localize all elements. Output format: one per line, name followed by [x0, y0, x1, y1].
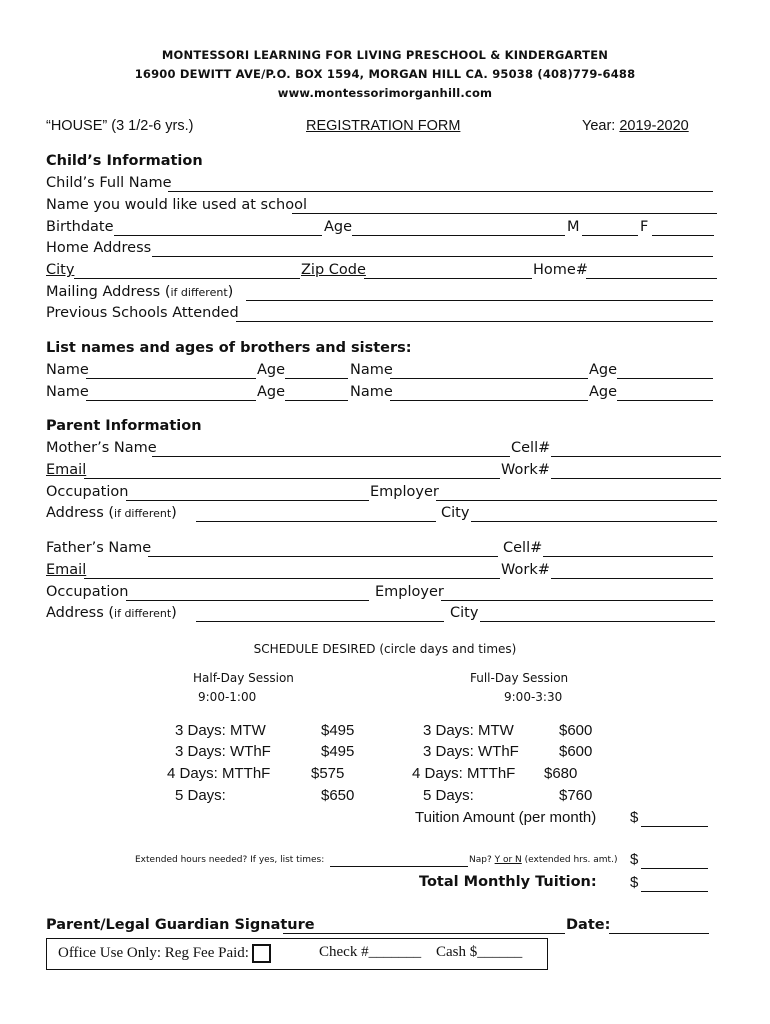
city-field[interactable]: [74, 278, 300, 279]
mother-occupation-label: Occupation: [46, 484, 129, 500]
fathers-name-field[interactable]: [148, 556, 498, 557]
cash-amount: Cash $______: [436, 944, 523, 960]
father-address-note: if different: [114, 607, 172, 620]
reg-fee-checkbox[interactable]: [252, 944, 271, 963]
total-tuition-label: Total Monthly Tuition:: [419, 874, 597, 890]
signature-label: Parent/Legal Guardian Signature: [46, 917, 315, 933]
half-day-option-days[interactable]: 3 Days: MTW: [175, 722, 266, 739]
age-field[interactable]: [352, 235, 565, 236]
nap-label: Nap?: [469, 855, 495, 865]
mother-work-label: Work#: [501, 462, 550, 478]
mother-city-field[interactable]: [471, 521, 717, 522]
child-full-name-label: Child’s Full Name: [46, 175, 172, 191]
father-city-label: City: [450, 605, 479, 621]
female-label: F: [640, 219, 649, 235]
father-employer-field[interactable]: [441, 600, 713, 601]
full-day-option-days[interactable]: 3 Days: MTW: [423, 722, 514, 739]
sibling4-name-field[interactable]: [390, 400, 588, 401]
sibling4-age-field[interactable]: [617, 400, 713, 401]
mother-address-suffix: ): [171, 505, 177, 521]
mother-cell-field[interactable]: [551, 456, 721, 457]
male-label: M: [567, 219, 580, 235]
full-day-option-days[interactable]: 5 Days:: [423, 787, 474, 804]
father-email-field[interactable]: [84, 578, 500, 579]
half-day-times: 9:00-1:00: [198, 690, 257, 704]
tuition-amount-field[interactable]: [641, 826, 708, 827]
school-website: www.montessorimorganhill.com: [277, 86, 493, 100]
father-cell-field[interactable]: [543, 556, 713, 557]
father-employer-label: Employer: [375, 584, 444, 600]
mother-employer-label: Employer: [370, 484, 439, 500]
half-day-option-days[interactable]: 4 Days: MTThF: [167, 765, 271, 782]
mother-occupation-field[interactable]: [126, 500, 369, 501]
signature-field[interactable]: [283, 933, 565, 934]
full-day-option-days[interactable]: 4 Days: MTThF: [412, 765, 516, 782]
sibling2-name-field[interactable]: [390, 378, 588, 379]
full-day-option-price: $680: [544, 765, 578, 782]
fathers-name-label: Father’s Name: [46, 540, 152, 556]
tuition-amount-label: Tuition Amount (per month): [415, 809, 597, 826]
sibling1-age-field[interactable]: [285, 378, 348, 379]
date-label: Date:: [566, 917, 611, 933]
check-number: Check #_______: [319, 944, 422, 960]
sibling3-age-label: Age: [257, 384, 286, 400]
home-address-field[interactable]: [152, 256, 713, 257]
reg-fee-text: Office Use Only: Reg Fee Paid:: [58, 944, 249, 961]
extended-dollar: $: [630, 851, 639, 868]
total-tuition-field[interactable]: [641, 891, 708, 892]
extended-hours-label: Extended hours needed? If yes, list times:: [135, 855, 325, 865]
male-field[interactable]: [582, 235, 638, 236]
previous-schools-label: Previous Schools Attended: [46, 305, 239, 321]
extended-amount-field[interactable]: [641, 868, 708, 869]
female-field[interactable]: [652, 235, 714, 236]
sibling3-name-field[interactable]: [86, 400, 256, 401]
sibling1-age-label: Age: [257, 362, 286, 378]
used-name-field[interactable]: [292, 213, 717, 214]
mother-city-label: City: [441, 505, 470, 521]
sibling4-age-label: Age: [589, 384, 618, 400]
father-work-label: Work#: [501, 562, 550, 578]
office-use-box: [46, 938, 548, 970]
full-day-times: 9:00-3:30: [504, 690, 563, 704]
full-day-option-price: $600: [559, 722, 593, 739]
home-phone-field[interactable]: [586, 278, 717, 279]
mothers-name-field[interactable]: [152, 456, 510, 457]
mother-email-label: Email: [46, 462, 87, 478]
father-cell-label: Cell#: [503, 540, 543, 556]
date-field[interactable]: [609, 933, 709, 934]
father-work-field[interactable]: [551, 578, 713, 579]
mother-address-label: [46, 505, 177, 521]
sibling2-name-label: Name: [350, 362, 393, 378]
extended-hours-field[interactable]: [330, 866, 468, 867]
sibling2-age-label: Age: [589, 362, 618, 378]
sibling1-name-label: Name: [46, 362, 89, 378]
full-day-option-days[interactable]: 3 Days: WThF: [423, 743, 519, 760]
birthdate-label: Birthdate: [46, 219, 114, 235]
house-label: “HOUSE” (3 1/2-6 yrs.): [46, 118, 194, 134]
mailing-note: if different: [170, 286, 228, 299]
sibling1-name-field[interactable]: [86, 378, 256, 379]
home-phone-label: Home#: [533, 262, 588, 278]
mothers-name-label: Mother’s Name: [46, 440, 157, 456]
father-occupation-label: Occupation: [46, 584, 129, 600]
sibling3-age-field[interactable]: [285, 400, 348, 401]
half-day-option-price: $575: [311, 765, 345, 782]
reg-fee-label: [58, 944, 271, 963]
father-address-suffix: ): [171, 605, 177, 621]
tuition-dollar: $: [630, 809, 639, 826]
sibling3-name-label: Name: [46, 384, 89, 400]
half-day-title: Half-Day Session: [193, 671, 294, 685]
mother-cell-label: Cell#: [511, 440, 551, 456]
year-value: 2019-2020: [619, 118, 689, 134]
home-address-label: Home Address: [46, 240, 152, 256]
half-day-option-days[interactable]: 3 Days: WThF: [175, 743, 271, 760]
parent-info-heading: Parent Information: [46, 418, 202, 434]
mailing-address-field[interactable]: [246, 300, 713, 301]
half-day-option-price: $495: [321, 743, 355, 760]
father-email-label: Email: [46, 562, 87, 578]
school-address: 16900 DEWITT AVE/P.O. BOX 1594, MORGAN HILL CA. 95038 (408)779-6488: [134, 67, 636, 81]
form-title: REGISTRATION FORM: [306, 118, 461, 134]
half-day-option-price: $495: [321, 722, 355, 739]
father-address-field[interactable]: [196, 621, 444, 622]
full-day-title: Full-Day Session: [470, 671, 569, 685]
siblings-heading: List names and ages of brothers and sisters:: [46, 340, 412, 356]
mother-email-field[interactable]: [84, 478, 500, 479]
father-city-field[interactable]: [480, 621, 715, 622]
nap-question: [469, 855, 617, 865]
used-name-label: Name you would like used at school: [46, 197, 308, 213]
sibling2-age-field[interactable]: [617, 378, 713, 379]
sibling4-name-label: Name: [350, 384, 393, 400]
extended-amount-label: (extended hrs. amt.): [521, 855, 618, 865]
age-label: Age: [324, 219, 353, 235]
schedule-heading: SCHEDULE DESIRED (circle days and times): [253, 642, 517, 656]
nap-options[interactable]: Y or N: [494, 855, 522, 865]
total-dollar: $: [630, 874, 639, 891]
year: [582, 118, 689, 134]
mother-work-field[interactable]: [551, 478, 721, 479]
zip-field[interactable]: [364, 278, 532, 279]
year-label: Year:: [582, 118, 620, 134]
city-label: City: [46, 262, 75, 278]
mother-employer-field[interactable]: [436, 500, 717, 501]
full-day-option-price: $760: [559, 787, 593, 804]
mother-address-note: if different: [114, 507, 172, 520]
school-name: MONTESSORI LEARNING FOR LIVING PRESCHOOL & KINDERGARTEN: [161, 48, 609, 62]
birthdate-field[interactable]: [114, 235, 322, 236]
child-info-heading: Child’s Information: [46, 153, 203, 169]
mailing-suffix: ): [227, 284, 234, 300]
father-address-prefix: Address (: [46, 605, 115, 621]
mailing-prefix: Mailing Address (: [46, 284, 171, 300]
half-day-option-days[interactable]: 5 Days:: [175, 787, 226, 804]
previous-schools-field[interactable]: [236, 321, 713, 322]
full-day-option-price: $600: [559, 743, 593, 760]
mother-address-prefix: Address (: [46, 505, 115, 521]
father-address-label: [46, 605, 177, 621]
father-occupation-field[interactable]: [126, 600, 369, 601]
mailing-address-label: [46, 284, 233, 300]
zip-label: Zip Code: [301, 262, 366, 278]
half-day-option-price: $650: [321, 787, 355, 804]
mother-address-field[interactable]: [196, 521, 436, 522]
child-full-name-field[interactable]: [168, 191, 713, 192]
